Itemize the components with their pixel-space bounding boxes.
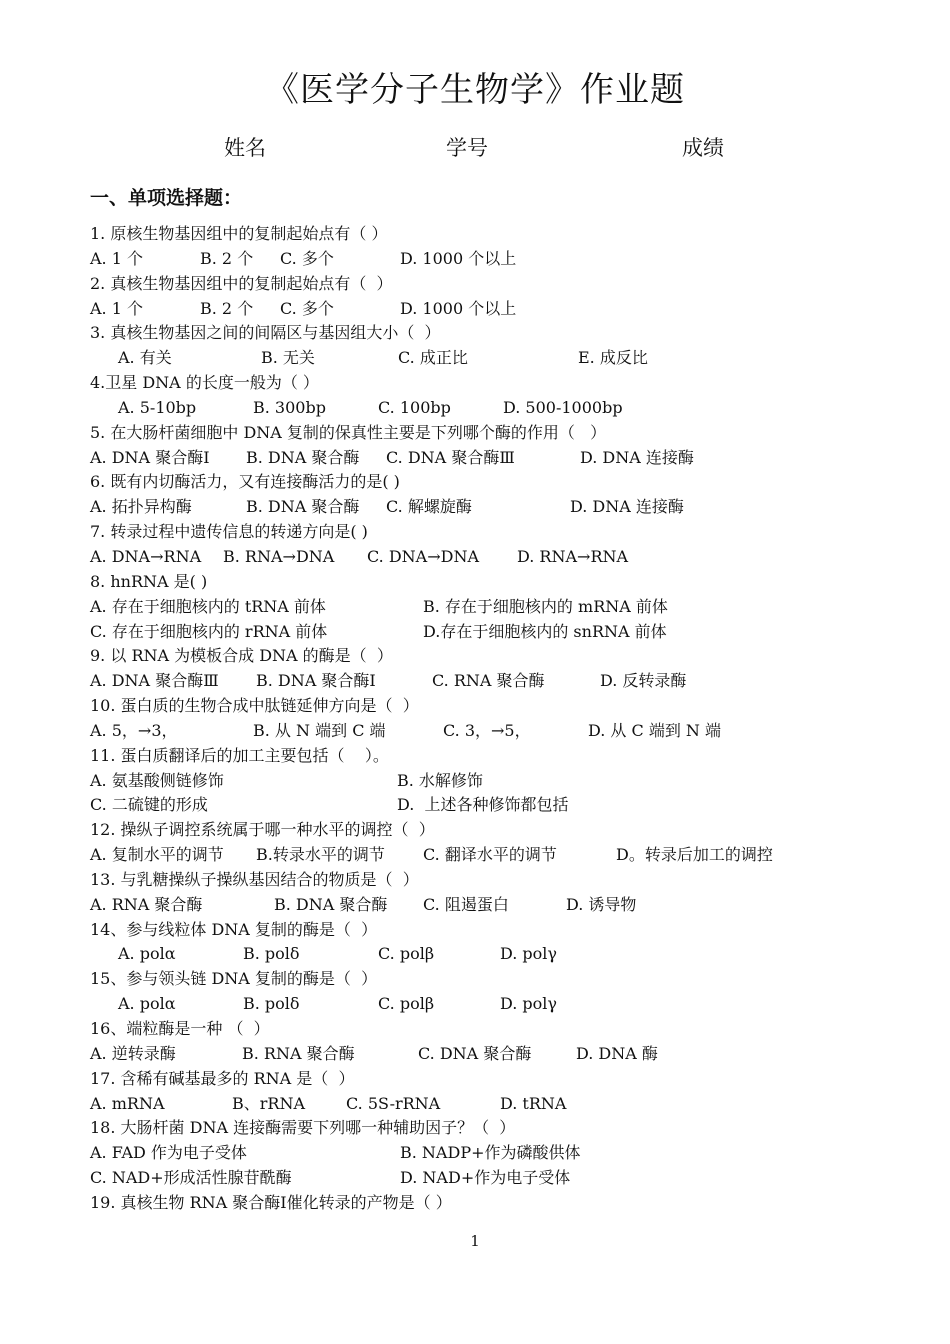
question-stem: 2. 真核生物基因组中的复制起始点有（ ）	[90, 273, 393, 293]
answer-option: D. polγ	[500, 944, 557, 964]
answer-option: C. RNA 聚合酶	[432, 671, 545, 691]
answer-option: D. 1000 个以上	[400, 298, 517, 318]
options-row	[90, 595, 890, 620]
question-stem: 10. 蛋白质的生物合成中肽链延伸方向是（ ）	[90, 696, 419, 716]
options-row	[90, 620, 890, 645]
answer-option: C. 成正比	[398, 348, 468, 368]
answer-option: B. 水解修饰	[397, 770, 483, 790]
answer-option: E. 成反比	[578, 348, 648, 368]
answer-option: B.转录水平的调节	[256, 845, 385, 865]
answer-option: A. RNA 聚合酶	[90, 894, 203, 914]
answer-option: A. 逆转录酶	[90, 1043, 176, 1063]
question-stem: 6. 既有内切酶活力，又有连接酶活力的是( )	[90, 472, 400, 492]
answer-option: A. polα	[118, 944, 176, 964]
answer-option: C. 多个	[280, 298, 334, 318]
answer-option: C. polβ	[378, 994, 435, 1014]
options-row	[90, 495, 890, 520]
options-row	[90, 893, 890, 918]
options-row	[90, 669, 890, 694]
answer-option: C. 翻译水平的调节	[423, 845, 557, 865]
answer-option: D. DNA 酶	[576, 1043, 658, 1063]
answer-option: C. 存在于细胞核内的 rRNA 前体	[90, 621, 328, 641]
options-row	[90, 1092, 890, 1117]
answer-option: D. 500-1000bp	[503, 397, 623, 417]
answer-option: D. tRNA	[500, 1093, 567, 1113]
answer-option: A. 有关	[118, 348, 172, 368]
answer-option: C. 100bp	[378, 397, 451, 417]
answer-option: A. 复制水平的调节	[90, 845, 224, 865]
answer-option: B. polδ	[243, 944, 300, 964]
answer-option: B. 2 个	[200, 298, 254, 318]
answer-option: A. mRNA	[90, 1093, 165, 1113]
answer-option: C. 二硫键的形成	[90, 795, 208, 815]
question-stem: 7. 转录过程中遗传信息的转递方向是( )	[90, 522, 368, 542]
answer-option: A. 存在于细胞核内的 tRNA 前体	[90, 596, 326, 616]
answer-option: B. DNA 聚合酶	[246, 447, 360, 467]
answer-option: D.存在于细胞核内的 snRNA 前体	[423, 621, 667, 641]
answer-option: C. 3，→5，	[443, 720, 531, 740]
options-row	[90, 769, 890, 794]
answer-option: C. 阻遏蛋白	[423, 894, 509, 914]
answer-option: B. DNA 聚合酶Ⅰ	[256, 671, 376, 691]
page-number: 1	[470, 1232, 480, 1250]
answer-option: D. 从 C 端到 N 端	[588, 720, 722, 740]
answer-option: C. DNA 聚合酶Ⅲ	[386, 447, 515, 467]
answer-option: B. 2 个	[200, 248, 254, 268]
options-row	[90, 719, 890, 744]
question-stem: 13. 与乳糖操纵子操纵基因结合的物质是（ ）	[90, 869, 419, 889]
options-row	[90, 247, 890, 272]
question-stem: 4.卫星 DNA 的长度一般为（ ）	[90, 373, 319, 393]
options-row	[90, 297, 890, 322]
question-stem: 15、参与领头链 DNA 复制的酶是（ ）	[90, 969, 378, 989]
question-stem: 19. 真核生物 RNA 聚合酶Ⅰ催化转录的产物是（ ）	[90, 1192, 452, 1212]
answer-option: C. 5S-rRNA	[346, 1093, 441, 1113]
options-row	[90, 1141, 890, 1166]
name-field-label: 姓名	[224, 136, 266, 160]
answer-option: C. DNA→DNA	[367, 546, 480, 566]
answer-option: A. polα	[118, 994, 176, 1014]
question-stem: 8. hnRNA 是( )	[90, 571, 208, 591]
answer-option: B. DNA 聚合酶	[274, 894, 388, 914]
page-title: 《医学分子生物学》作业题	[265, 70, 685, 110]
question-stem: 3. 真核生物基因之间的间隔区与基因组大小（ ）	[90, 323, 441, 343]
answer-option: B. RNA→DNA	[223, 546, 335, 566]
options-row	[90, 545, 890, 570]
options-row	[90, 396, 890, 421]
answer-option: A. DNA 聚合酶Ⅲ	[90, 671, 219, 691]
answer-option: D. 上述各种修饰都包括	[397, 795, 569, 815]
options-row	[90, 1166, 890, 1191]
answer-option: B. 存在于细胞核内的 mRNA 前体	[423, 596, 668, 616]
options-row	[90, 346, 890, 371]
answer-option: D. DNA 连接酶	[570, 497, 684, 517]
question-stem: 5. 在大肠杆菌细胞中 DNA 复制的保真性主要是下列哪个酶的作用（ ）	[90, 422, 607, 442]
question-stem: 12. 操纵子调控系统属于哪一种水平的调控（ ）	[90, 820, 435, 840]
score-field-label: 成绩	[682, 136, 724, 160]
question-stem: 18. 大肠杆菌 DNA 连接酶需要下列哪一种辅助因子？（ ）	[90, 1118, 516, 1138]
question-stem: 17. 含稀有碱基最多的 RNA 是（ ）	[90, 1068, 355, 1088]
options-row	[90, 843, 890, 868]
answer-option: A. DNA→RNA	[90, 546, 202, 566]
answer-option: A. 5-10bp	[118, 397, 197, 417]
answer-option: D. 1000 个以上	[400, 248, 517, 268]
question-stem: 11. 蛋白质翻译后的加工主要包括（ ）。	[90, 745, 389, 765]
options-row	[90, 992, 890, 1017]
answer-option: B. polδ	[243, 994, 300, 1014]
answer-option: B. 从 N 端到 C 端	[253, 720, 386, 740]
answer-option: C. 解螺旋酶	[386, 497, 472, 517]
answer-option: B. DNA 聚合酶	[246, 497, 360, 517]
answer-option: B. 无关	[261, 348, 315, 368]
answer-option: D. 反转录酶	[600, 671, 687, 691]
answer-option: B. NADP+作为磷酸供体	[400, 1143, 581, 1163]
answer-option: A. 拓扑异构酶	[90, 497, 192, 517]
options-row	[90, 942, 890, 967]
answer-option: D. 诱导物	[566, 894, 637, 914]
answer-option: D. NAD+作为电子受体	[400, 1168, 571, 1188]
question-stem: 1. 原核生物基因组中的复制起始点有（ ）	[90, 224, 388, 243]
answer-option: B、rRNA	[232, 1093, 306, 1113]
section-heading: 一、单项选择题：	[90, 187, 243, 209]
answer-option: B. 300bp	[253, 397, 326, 417]
answer-option: C. NAD+形成活性腺苷酰酶	[90, 1168, 292, 1188]
answer-option: D. RNA→RNA	[517, 546, 629, 566]
answer-option: C. 多个	[280, 248, 334, 268]
answer-option: A. 1 个	[90, 298, 143, 318]
question-list	[90, 222, 890, 1216]
question-stem: 14、参与线粒体 DNA 复制的酶是（ ）	[90, 919, 378, 939]
options-row	[90, 793, 890, 818]
answer-option: A. 1 个	[90, 248, 143, 268]
answer-option: A. FAD 作为电子受体	[90, 1143, 247, 1163]
student-id-field-label: 学号	[446, 136, 488, 160]
answer-option: C. polβ	[378, 944, 435, 964]
options-row	[90, 446, 890, 471]
answer-option: C. DNA 聚合酶	[418, 1043, 532, 1063]
answer-option: A. 5，→3，	[90, 720, 178, 740]
answer-option: A. 氨基酸侧链修饰	[90, 770, 224, 790]
answer-option: D. DNA 连接酶	[580, 447, 694, 467]
question-stem: 9. 以 RNA 为模板合成 DNA 的酶是（ ）	[90, 646, 393, 666]
answer-option: D。转录后加工的调控	[616, 845, 773, 865]
question-stem: 16、端粒酶是一种 （ ）	[90, 1019, 270, 1038]
options-row	[90, 1042, 890, 1067]
answer-option: D. polγ	[500, 994, 557, 1014]
answer-option: B. RNA 聚合酶	[242, 1043, 355, 1063]
answer-option: A. DNA 聚合酶Ⅰ	[90, 447, 210, 467]
